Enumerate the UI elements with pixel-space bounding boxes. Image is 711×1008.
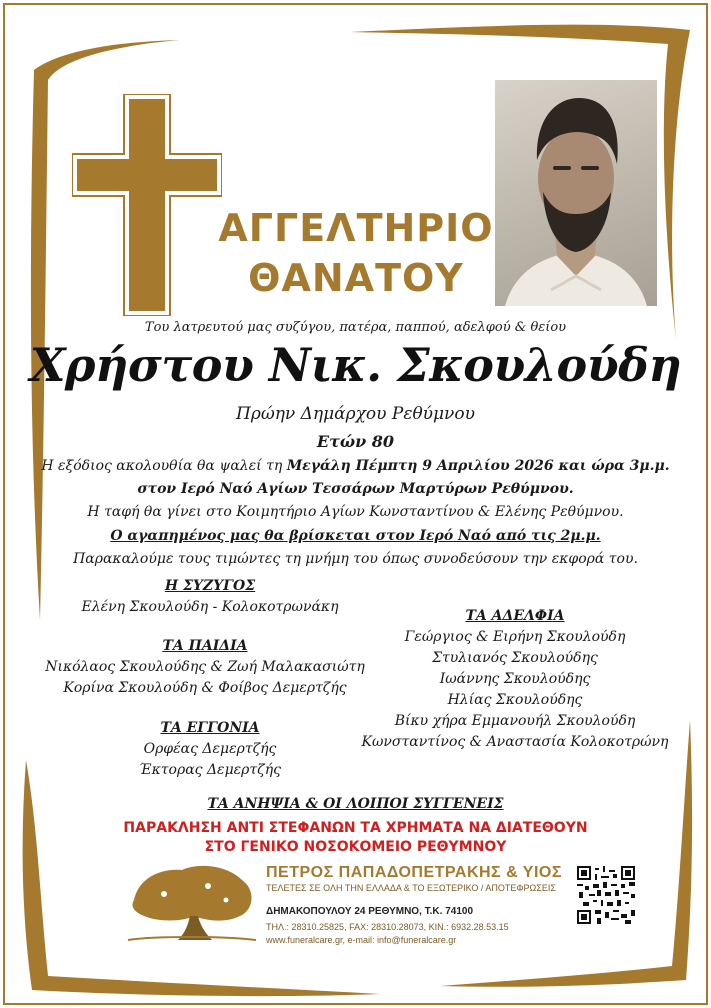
spouse-section	[60, 576, 360, 618]
portrait-illustration	[495, 80, 657, 306]
viewing-line: Ο αγαπημένος μας θα βρίσκεται στον Ιερό Ναό από τις 2μ.μ.	[110, 528, 601, 544]
children-section	[40, 636, 370, 699]
sibling-name: Στυλιανός Σκουλούδης	[432, 650, 598, 666]
sibling-name: Ιωάννης Σκουλούδης	[439, 671, 591, 687]
cross-icon	[72, 94, 222, 316]
service-date: Μεγάλη Πέμπτη 9 Απριλίου 2026 και ώρα 3μ.μ.	[286, 458, 670, 474]
burial-line: Η ταφή θα γίνει στο Κοιμητήριο Αγίων Κωνσταντίνου & Ελένης Ρεθύμνου.	[87, 504, 624, 520]
funeral-home-tagline: ΤΕΛΕΤΕΣ ΣΕ ΟΛΗ ΤΗΝ ΕΛΛΑΔΑ & ΤΟ ΕΞΩΤΕΡΙΚΟ / ΑΠΟΤΕΦΡΩΣΕΙΣ	[266, 883, 556, 893]
children-heading: ΤΑ ΠΑΙΔΙΑ	[162, 638, 248, 654]
sibling-name: Ηλίας Σκουλούδης	[447, 692, 583, 708]
funeral-home-phones: ΤΗΛ.: 28310.25825, FAX: 28310.28073, ΚΙΝ.: 6932.28.53.15	[266, 922, 509, 932]
qr-code-icon	[577, 866, 635, 924]
funeral-home-name: ΠΕΤΡΟΣ ΠΑΠΑΔΟΠΕΤΡΑΚΗΣ & ΥΙΟΣ	[266, 864, 562, 881]
relatives-line: ΤΑ ΑΝΗΨΙΑ & ΟΙ ΛΟΙΠΟΙ ΣΥΓΓΕΝΕΙΣ	[207, 796, 504, 812]
portrait-photo	[495, 80, 657, 306]
deceased-name: Χρήστου Νικ. Σκουλούδη	[29, 338, 682, 392]
title-line-2: ΘΑΝΑΤΟΥ	[248, 256, 464, 300]
deceased-age: Ετών 80	[316, 432, 395, 451]
church-line: στον Ιερό Ναό Αγίων Τεσσάρων Μαρτύρων Ρεθύμνου.	[137, 481, 574, 497]
service-line	[20, 458, 691, 474]
funeral-home-address: ΔΗΜΑΚΟΠΟΥΛΟΥ 24 ΡΕΘΥΜΝΟ, Τ.Κ. 74100	[266, 906, 474, 917]
title-line-1: ΑΓΓΕΛΤΗΡΙΟ	[218, 206, 494, 250]
tree-logo-icon	[124, 860, 260, 942]
spouse-heading: Η ΣΥΖΥΓΟΣ	[164, 578, 256, 594]
intro-text: Του λατρευτού μας συζύγου, πατέρα, παππού, αδελφού & θείου	[144, 320, 567, 335]
child-name: Νικόλαος Σκουλούδης & Ζωή Μαλακασιώτη	[45, 659, 365, 675]
grandchildren-heading: ΤΑ ΕΓΓΟΝΙΑ	[160, 720, 260, 736]
siblings-section	[350, 606, 680, 753]
grandchild-name: Έκτορας Δεμερτζής	[139, 762, 281, 778]
grandchild-name: Ορφέας Δεμερτζής	[143, 741, 277, 757]
siblings-heading: ΤΑ ΑΔΕΛΦΙΑ	[465, 608, 565, 624]
request-attendance-line: Παρακαλούμε τους τιμώντες τη μνήμη του όπως συνοδεύσουν την εκφορά του.	[73, 551, 638, 567]
sibling-name: Κωνσταντίνος & Αναστασία Κολοκοτρώνη	[361, 734, 669, 750]
deceased-role: Πρώην Δημάρχου Ρεθύμνου	[236, 404, 475, 424]
spouse-name: Ελένη Σκουλούδη - Κολοκοτρωνάκη	[81, 599, 339, 615]
sibling-name: Βίκυ χήρα Εμμανουήλ Σκουλούδη	[394, 713, 636, 729]
sibling-name: Γεώργιος & Ειρήνη Σκουλούδη	[404, 629, 626, 645]
child-name: Κορίνα Σκουλούδη & Φοίβος Δεμερτζής	[63, 680, 347, 696]
funeral-home-web: www.funeralcare.gr, e-mail: info@funeralcare.gr	[266, 935, 457, 945]
donation-request-line-1: ΠΑΡΑΚΛΗΣΗ ΑΝΤΙ ΣΤΕΦΑΝΩΝ ΤΑ ΧΡΗΜΑΤΑ ΝΑ ΔΙΑΤΕΘΟΥΝ	[123, 820, 588, 836]
donation-request-line-2: ΣΤΟ ΓΕΝΙΚΟ ΝΟΣΟΚΟΜΕΙΟ ΡΕΘΥΜΝΟΥ	[204, 839, 507, 855]
service-line-prefix: Η εξόδιος ακολουθία θα ψαλεί τη	[41, 458, 287, 474]
grandchildren-section	[60, 718, 360, 781]
